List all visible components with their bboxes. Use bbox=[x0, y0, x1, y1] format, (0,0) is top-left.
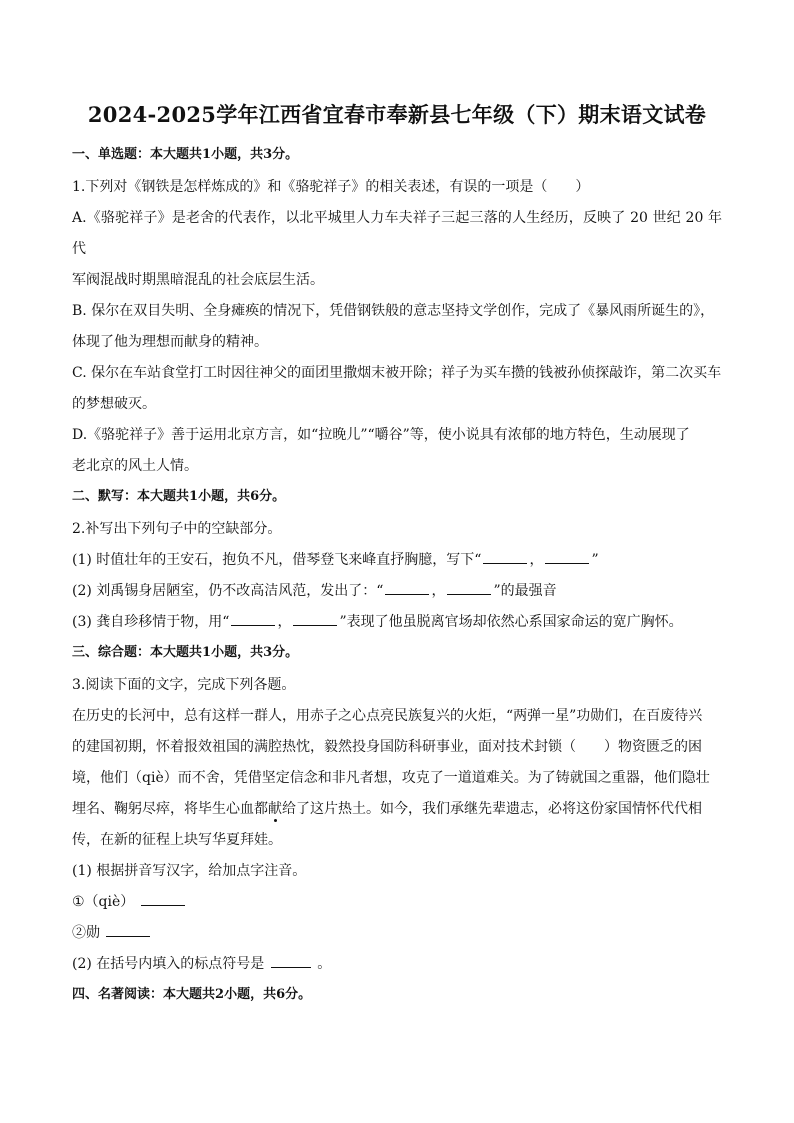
question-3-passage: 在历史的长河中，总有这样一群人，用赤子之心点亮民族复兴的火炬，“两弹一星”功勋们，在百废待兴 的建国初期，怀着报效祖国的满腔热忱，毅然投身国防科研事业，面对技术封锁（ ）物资匮乏的困 境，他们（qiè）而不舍，凭借坚定信念和非凡者想，攻克了一道道难关。为了铸就国之重器，他们隐壮 埋名、鞠躬尽瘁，将毕生心血都献给了这片热土。如今，我们承继先辈遗志，必将这份家国情怀代代相 传，在新的征程上块写华夏拜娃。 bbox=[72, 708, 710, 848]
answer-blank[interactable] bbox=[106, 922, 150, 937]
question-1-option-a[interactable]: A.《骆驼祥子》是老舍的代表作，以北平城里人力车夫祥子三起三落的人生经历，反映了 20 世纪 20 年代 军阀混战时期黑暗混乱的社会底层生活。 bbox=[72, 210, 722, 288]
question-1-option-b[interactable]: B. 保尔在双目失明、全身瘫痪的情况下，凭借钢铁般的意志坚持文学创作，完成了《暴风雨所诞生的》， 体现了他为理想而献身的精神。 bbox=[72, 303, 715, 350]
section-header-dictation: 二、默写：本大题共1小题，共6分。 bbox=[72, 489, 286, 504]
answer-blank[interactable] bbox=[271, 953, 311, 968]
section-header-single-choice: 一、单选题：本大题共1小题，共3分。 bbox=[72, 147, 299, 162]
exam-title: 2024-2025学年江西省宜春市奉新县七年级（下）期末语文试卷 bbox=[87, 102, 707, 127]
answer-blank[interactable] bbox=[385, 580, 429, 595]
emphasis-dot-char: 献 bbox=[268, 801, 282, 817]
answer-blank[interactable] bbox=[545, 549, 589, 564]
answer-blank[interactable] bbox=[141, 891, 185, 906]
section-header-comprehensive: 三、综合题：本大题共1小题，共3分。 bbox=[72, 645, 299, 660]
question-2-stem: 2.补写出下列句子中的空缺部分。 bbox=[72, 521, 282, 537]
question-3-stem: 3.阅读下面的文字，完成下列各题。 bbox=[72, 677, 296, 693]
section-header-classics-reading: 四、名著阅读：本大题共2小题，共6分。 bbox=[72, 987, 312, 1002]
question-2-item-2: (2) 刘禹锡身居陋室，仍不改高洁风范，发出了：“ ， ”的最强音 bbox=[72, 576, 722, 607]
answer-blank[interactable] bbox=[447, 580, 491, 595]
answer-blank[interactable] bbox=[293, 611, 337, 626]
question-3-sub-1-b: ②勋 bbox=[72, 918, 722, 949]
question-3-sub-1-a: ①（qiè） bbox=[72, 887, 722, 918]
question-1-option-c[interactable]: C. 保尔在车站食堂打工时因往神父的面团里撒烟末被开除；祥子为买车攒的钱被孙侦探敲诈，第二次买车 的梦想破灭。 bbox=[72, 365, 722, 412]
question-2-item-3: (3) 龚自珍移情于物，用“ ， ”表现了他虽脱离官场却依然心系国家命运的宽广胸怀。 bbox=[72, 607, 722, 638]
answer-blank[interactable] bbox=[231, 611, 275, 626]
question-2-item-1: (1) 时值壮年的王安石，抱负不凡，借琴登飞来峰直抒胸臆，写下“ ， ” bbox=[72, 545, 722, 576]
question-1-stem: 1.下列对《钢铁是怎样炼成的》和《骆驼祥子》的相关表述，有误的一项是（ ） bbox=[72, 179, 590, 195]
question-1-option-d[interactable]: D.《骆驼祥子》善于运用北京方言，如“拉晚儿”“嚼谷”等，使小说具有浓郁的地方特色，生动展现了 老北京的风土人情。 bbox=[72, 427, 690, 474]
answer-blank[interactable] bbox=[483, 549, 527, 564]
question-3-sub-1: (1) 根据拼音写汉字，给加点字注音。 bbox=[72, 863, 307, 879]
question-3-sub-2: (2) 在括号内填入的标点符号是 。 bbox=[72, 949, 722, 980]
